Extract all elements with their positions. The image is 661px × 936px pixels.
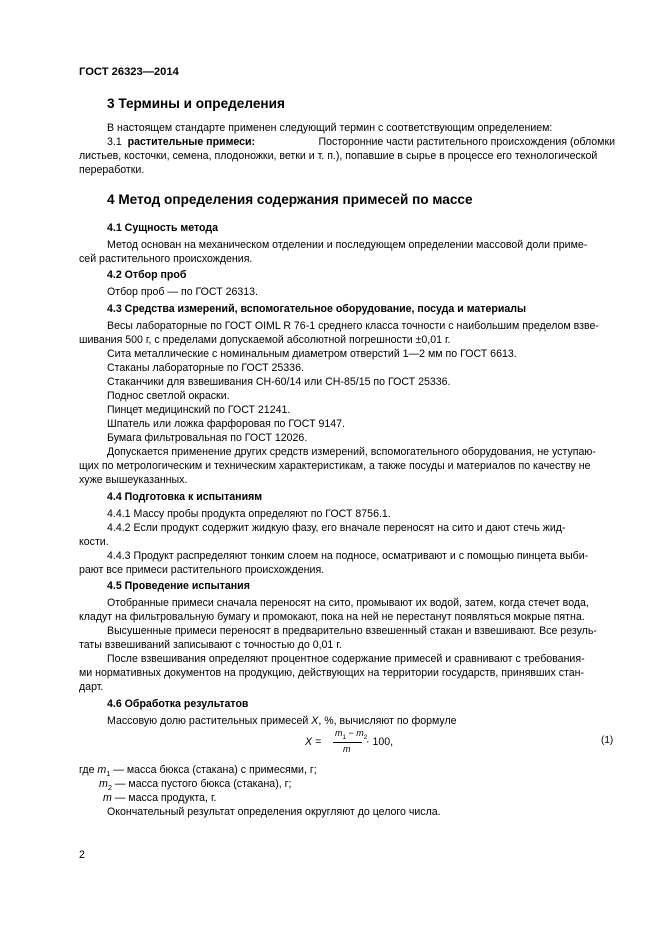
- text-line: Отобранные примеси сначала переносят на сито, промывают их водой, затем, когда стечет вода,: [107, 597, 589, 609]
- text-fragment: — масса продукта, г.: [111, 792, 217, 804]
- formula-lhs: [305, 736, 321, 748]
- numerator-sub: 2: [363, 733, 368, 741]
- text-fragment: где: [79, 764, 98, 776]
- definition-number: 3.1: [107, 136, 122, 148]
- text-line: [107, 714, 457, 728]
- text-line: рают все примеси растительного происхождения.: [79, 564, 325, 576]
- text-fragment: Массовую долю растительных примесей: [107, 715, 312, 727]
- variable-m2: m: [99, 778, 108, 790]
- formula-number: (1): [601, 735, 614, 746]
- text-line: шивания 500 г, с пределами допускаемой абсолютной погрешности ±0,01 г.: [79, 334, 451, 346]
- fraction-bar: [333, 742, 362, 743]
- numerator-m: m: [335, 728, 343, 738]
- subsection-title: 4.6 Обработка результатов: [107, 698, 249, 710]
- text-line: кости.: [79, 536, 109, 548]
- text-line: дарт.: [79, 681, 104, 693]
- section-3-title: 3 Термины и определения: [107, 96, 285, 111]
- text-line: После взвешивания определяют процентное содержание примесей и сравнивают с требования-: [107, 653, 585, 665]
- subsection-title: 4.1 Сущность метода: [107, 222, 219, 234]
- minus-sign: −: [346, 728, 357, 738]
- document-header: ГОСТ 26323—2014: [79, 66, 179, 78]
- legend-line: [103, 791, 216, 805]
- text-line: Бумага фильтровальная по ГОСТ 12026.: [107, 432, 308, 444]
- text-fragment: — масса бюкса (стакана) с примесями, г;: [110, 764, 317, 776]
- text-line: кладут на фильтровальную бумагу и промокают, пока на ней не перестанут появляться мокрые пятна.: [79, 611, 585, 623]
- definition-text: листьев, косточки, семена, плодоножки, ветки и т. п.), попавшие в сырье в процессе его технологической: [79, 150, 598, 162]
- subsection-title: 4.5 Проведение испытания: [107, 580, 250, 592]
- text-line: Пинцет медицинский по ГОСТ 21241.: [107, 404, 291, 416]
- text-line: Весы лабораторные по ГОСТ OIML R 76-1 среднего класса точности с наибольшим пределом взве-: [107, 320, 599, 332]
- variable-m: m: [103, 792, 112, 804]
- text-line: 4.4.2 Если продукт содержит жидкую фазу, его вначале переносят на сито и дают стечь жид-: [107, 522, 566, 534]
- definition-text: Посторонние части растительного происхождения (обломки: [318, 136, 615, 148]
- text-line: хуже вышеуказанных.: [79, 474, 188, 486]
- text-line: Сита металлические с номинальным диаметром отверстий 1—2 мм по ГОСТ 6613.: [107, 348, 517, 360]
- subsection-title: 4.3 Средства измерений, вспомогательное оборудование, посуда и материалы: [107, 303, 527, 315]
- numerator-m: m: [356, 728, 364, 738]
- subscript: 1: [106, 769, 111, 779]
- text-line: ми нормативных документов на продукцию, действующих на территории государств, принявших стан-: [79, 667, 585, 679]
- page-number: 2: [79, 849, 85, 861]
- definition-text: переработки.: [79, 164, 145, 176]
- text-line: Окончательный результат определения округляют до целого числа.: [107, 806, 441, 818]
- text-line: щих по метрологическим и техническим характеристикам, а также посуды и материалов по качеству не: [79, 460, 591, 472]
- formula-denominator: [343, 744, 351, 754]
- text-line: сей растительного происхождения.: [79, 253, 253, 265]
- formula-lhs-text: X =: [305, 736, 322, 748]
- text-line: Стаканчики для взвешивания СН-60/14 или СН-85/15 по ГОСТ 25336.: [107, 376, 451, 388]
- text-line: Метод основан на механическом отделении и последующем определении массовой доли приме-: [107, 239, 588, 251]
- text-line: Допускается применение других средств измерений, вспомогательного оборудования, не уступаю-: [107, 446, 596, 458]
- text-line: Высушенные примеси переносят в предварительно взвешенный стакан и взвешивают. Все резуль-: [107, 625, 597, 637]
- text-fragment: , %, вычисляют по формуле: [318, 715, 457, 727]
- text-line: 4.4.1 Массу пробы продукта определяют по ГОСТ 8756.1.: [107, 508, 391, 520]
- section-4-title: 4 Метод определения содержания примесей по массе: [107, 192, 473, 207]
- definition-line: [107, 135, 615, 149]
- subsection-title: 4.2 Отбор проб: [107, 269, 187, 281]
- text-line: 4.4.3 Продукт распределяют тонким слоем на подносе, осматривают и с помощью пинцета выби-: [107, 550, 589, 562]
- variable-x: X: [311, 715, 319, 727]
- definition-term: растительные примеси:: [127, 136, 256, 148]
- formula-numerator: [335, 728, 367, 741]
- text-fragment: — масса пустого бюкса (стакана), г;: [111, 778, 292, 790]
- text-line: таты взвешиваний записывают с точностью до 0,01 г.: [79, 639, 342, 651]
- text-line: Отбор проб — по ГОСТ 26313.: [107, 286, 259, 298]
- subscript: 2: [107, 783, 112, 793]
- text-line: Стаканы лабораторные по ГОСТ 25336.: [107, 362, 304, 374]
- numerator-sub: 1: [342, 733, 347, 741]
- denominator-m: m: [343, 744, 351, 754]
- paragraph: В настоящем стандарте применен следующий термин с соответствующим определением:: [107, 122, 553, 134]
- formula-rhs: · 100,: [366, 736, 394, 748]
- text-line: Поднос светлой окраски.: [107, 390, 230, 402]
- variable-m1: m: [97, 764, 107, 776]
- text-line: Шпатель или ложка фарфоровая по ГОСТ 9147.: [107, 418, 345, 430]
- subsection-title: 4.4 Подготовка к испытаниям: [107, 491, 263, 503]
